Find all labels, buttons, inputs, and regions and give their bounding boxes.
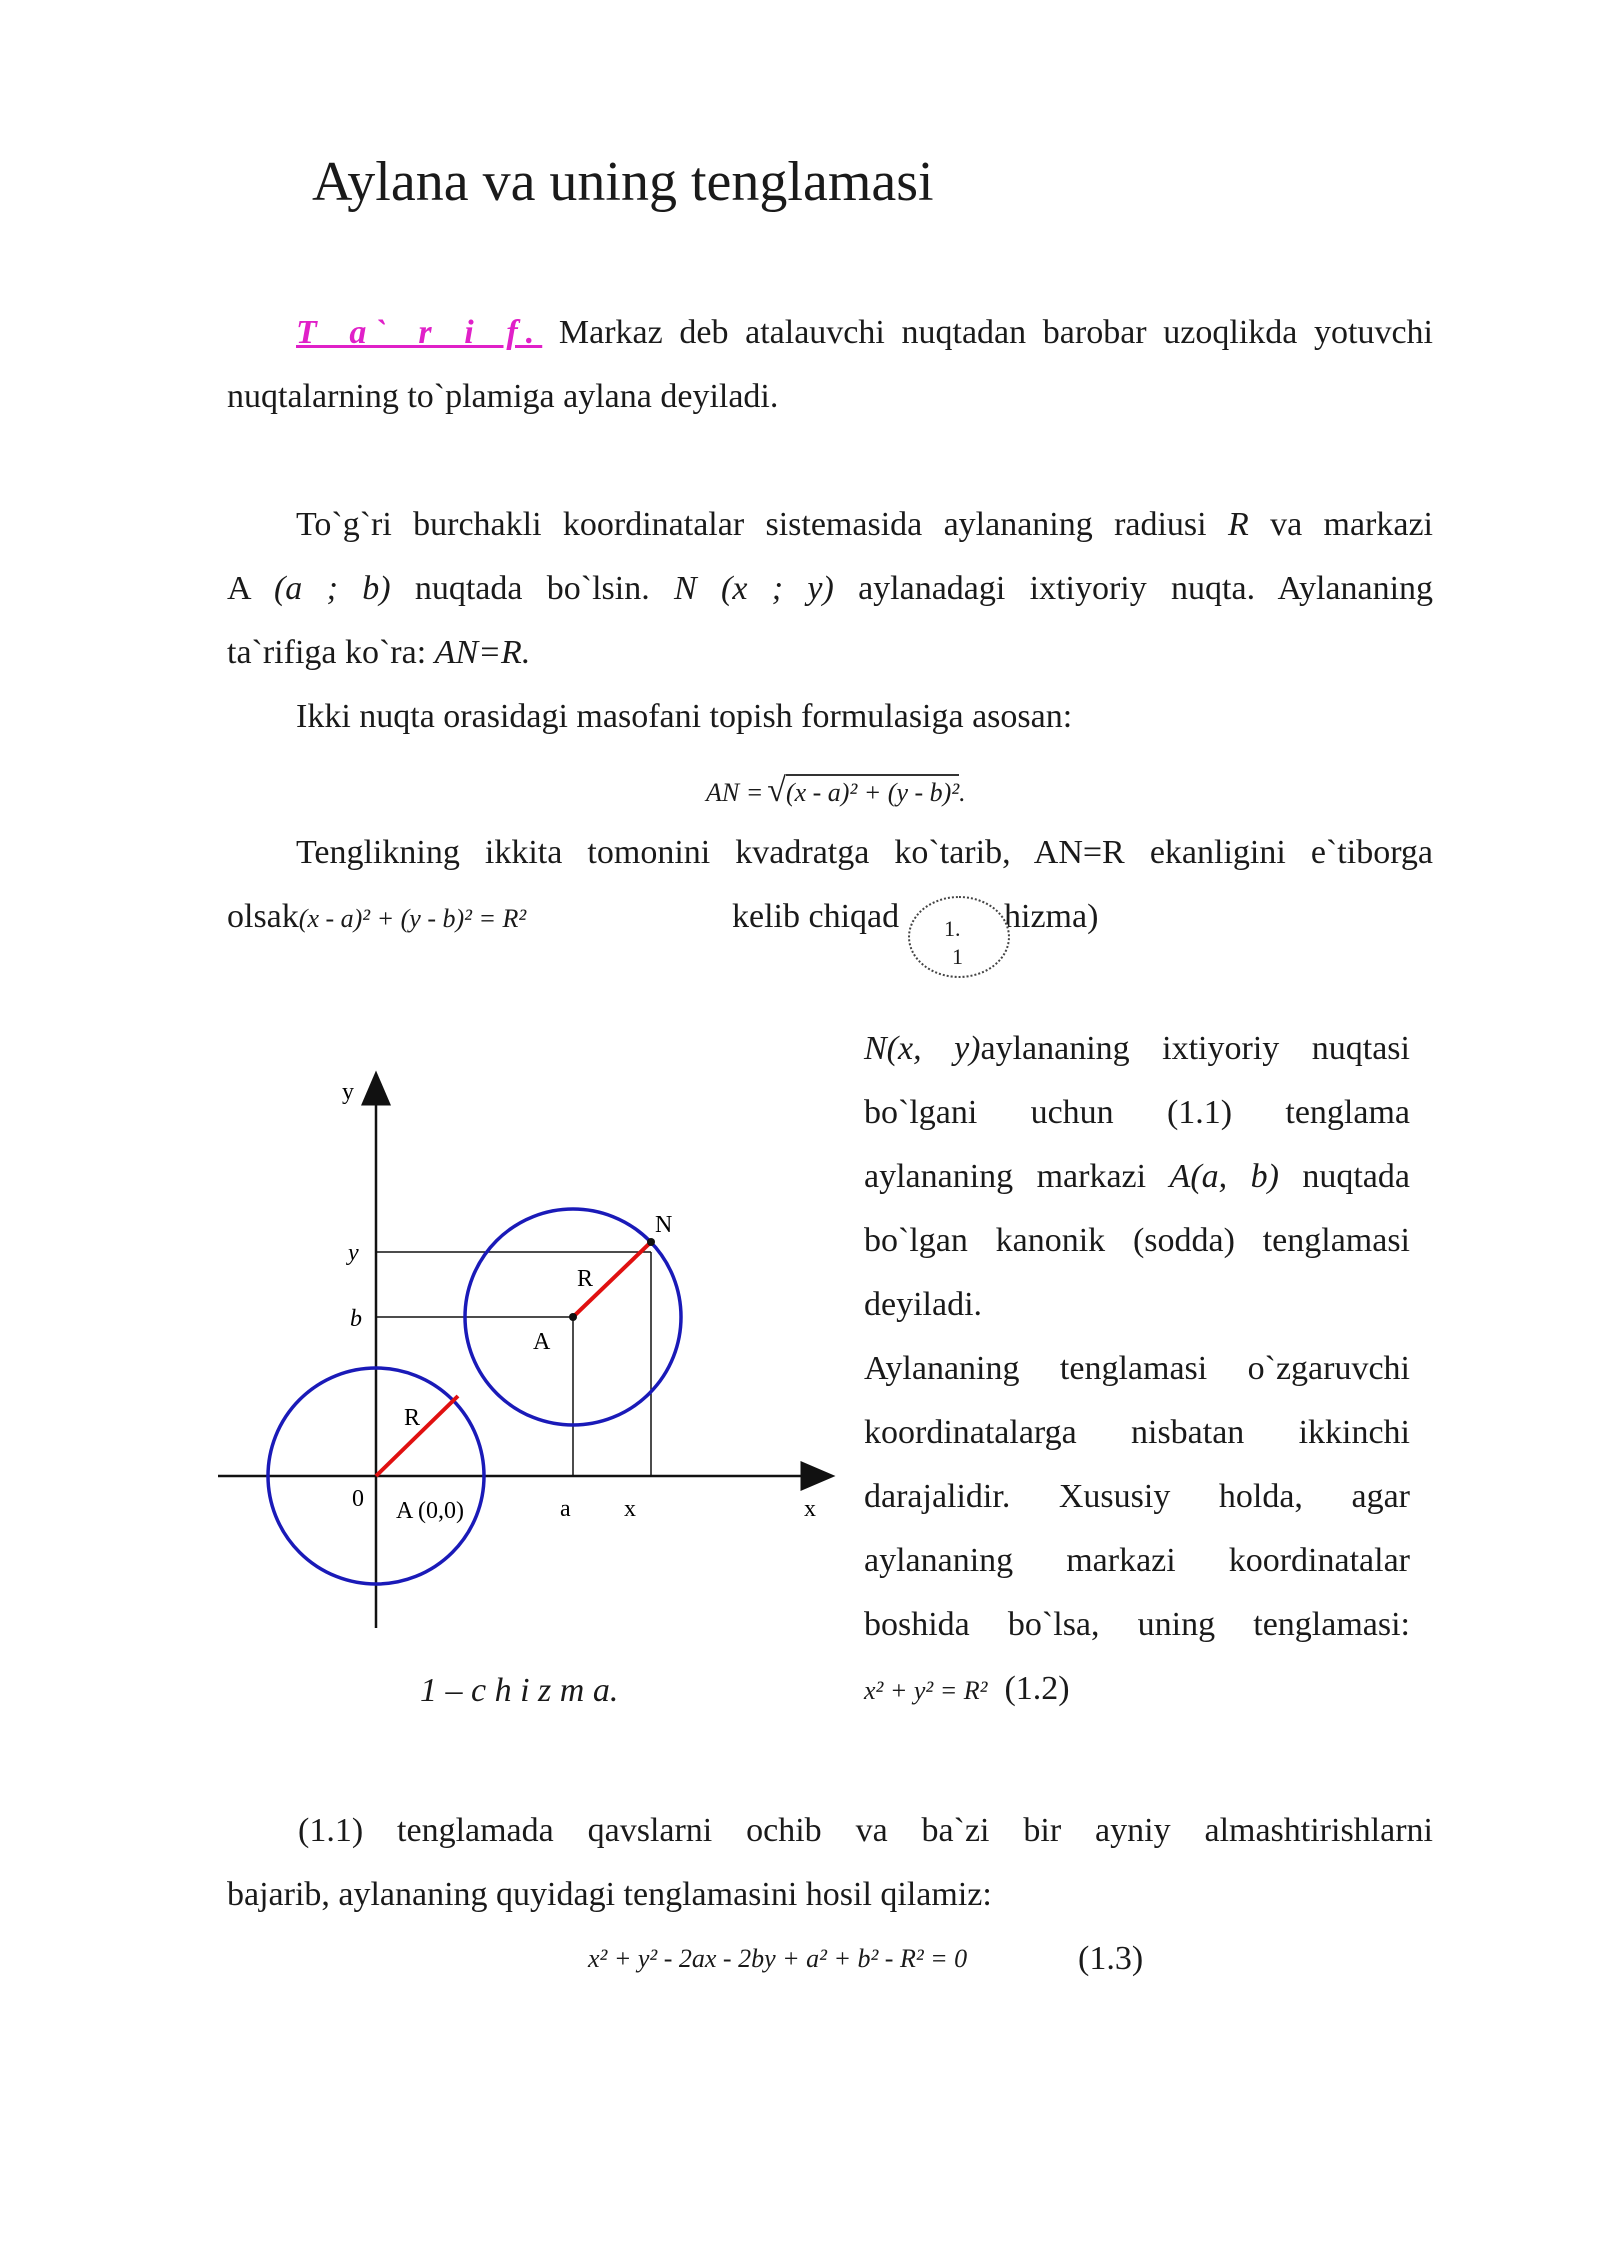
- paragraph-2-line-1: [296, 506, 1433, 544]
- page-title: Aylana va uning tenglamasi: [312, 151, 934, 213]
- label-b: b: [350, 1306, 362, 1332]
- paragraph-3: Ikki nuqta orasidagi masofani topish formulasiga asosan:: [296, 698, 1073, 735]
- equation-number-badge: [908, 896, 1010, 978]
- p2-point-N: N (x ; y): [674, 570, 834, 607]
- sqrt-sign: √: [767, 772, 786, 809]
- circle-figure: [200, 1060, 840, 1720]
- p4-kelib: kelib chiqad: [732, 898, 900, 935]
- rc-formula-circle-origin: x² + y² = R²: [864, 1676, 988, 1705]
- rc-text-1: aylananing ixtiyoriy nuqtasi: [980, 1030, 1410, 1067]
- p2-AN-R: AN=R.: [434, 634, 531, 671]
- rc-line-7: koordinatalarga nisbatan ikkinchi: [864, 1414, 1410, 1451]
- paragraph-2-line-2: [227, 570, 1433, 608]
- badge-line-2: 1: [952, 944, 963, 969]
- p2-radius: R: [1227, 506, 1249, 543]
- label-x: x: [624, 1496, 636, 1522]
- paragraph-5-line-1: (1.1) tenglamada qavslarni ochib va ba`zi bir ayniy almashtirishlarni: [298, 1812, 1433, 1849]
- rc-line-2: bo`lgani uchun (1.1) tenglama: [864, 1094, 1410, 1131]
- rc-line-11: [864, 1670, 1410, 1708]
- definition-text-1: Markaz deb atalauvchi nuqtadan barobar uzoqlikda yotuvchi: [558, 314, 1434, 351]
- paragraph-2-line-3: [227, 634, 1433, 672]
- rc-line-5: deyiladi.: [864, 1286, 983, 1323]
- rc-line-8: darajalidir. Xususiy holda, agar: [864, 1478, 1410, 1515]
- label-R-top: R: [577, 1266, 594, 1292]
- rc-line-4: bo`lgan kanonik (sodda) tenglamasi: [864, 1222, 1410, 1259]
- paragraph-4-line-2a: [227, 898, 526, 936]
- formula-general: [588, 1944, 967, 1974]
- badge-line-1: 1.: [944, 916, 961, 941]
- p2-text-d: aylanadagi ixtiyoriy nuqta. Aylananing: [833, 570, 1434, 607]
- rc-formula-A: A(a, b): [1169, 1158, 1279, 1195]
- paragraph-4-line-1: Tenglikning ikkita tomonini kvadratga ko`tarib, AN=R ekanligini e`tiborga: [296, 834, 1433, 871]
- formula-general-number: (1.3): [1078, 1940, 1144, 1977]
- rc-formula-N: N(x, y): [864, 1030, 981, 1067]
- paragraph-5-line-2: bajarib, aylananing quyidagi tenglamasini hosil qilamiz:: [227, 1876, 992, 1913]
- label-A: A: [533, 1329, 551, 1355]
- rc-line-6: Aylananing tenglamasi o`zgaruvchi: [864, 1350, 1410, 1387]
- center-point-A: [569, 1313, 577, 1321]
- origin-label: 0: [352, 1486, 364, 1512]
- axis-x-label: x: [804, 1496, 816, 1522]
- definition-text-2: nuqtalarning to`plamiga aylana deyiladi.: [227, 378, 779, 415]
- formula-distance-end: .: [959, 778, 966, 807]
- definition-line-1: [296, 314, 1433, 352]
- rc-text-3b: nuqtada: [1278, 1158, 1410, 1195]
- formula-distance-lhs: AN =: [706, 778, 764, 807]
- p2-text-c: nuqtada bo`lsin.: [390, 570, 675, 607]
- p2-center-coords: (a ; b): [273, 570, 391, 607]
- rc-eq-number: (1.2): [1004, 1670, 1070, 1707]
- rc-line-10: boshida bo`lsa, uning tenglamasi:: [864, 1606, 1410, 1643]
- p4-olsak: olsak: [227, 898, 299, 935]
- label-R-bottom: R: [404, 1405, 421, 1431]
- formula-general-expr: x² + y² - 2ax - 2by + a² + b² - R² = 0: [588, 1944, 968, 1973]
- p2-text-e: ta`rifiga ko`ra:: [227, 634, 435, 671]
- rc-line-9: aylananing markazi koordinatalar: [864, 1542, 1410, 1579]
- formula-distance-radicand: (x - a)² + (y - b)²: [786, 774, 959, 807]
- formula-squared: (x - a)² + (y - b)² = R²: [298, 904, 527, 933]
- p2-text-b: va markazi: [1248, 506, 1433, 543]
- p2-text-a: To`g`ri burchakli koordinatalar sistemasida aylananing radiusi: [296, 506, 1228, 543]
- rc-text-3a: aylananing markazi: [864, 1158, 1170, 1195]
- label-A00: A (0,0): [396, 1498, 464, 1524]
- label-N: N: [655, 1212, 673, 1238]
- point-N: [647, 1238, 655, 1246]
- axis-y-label: y: [342, 1079, 354, 1105]
- p2-A: A: [227, 570, 274, 607]
- definition-label: T a` r i f.: [296, 314, 543, 351]
- rc-line-1: [864, 1030, 1410, 1068]
- rc-line-3: [864, 1158, 1410, 1196]
- figure-caption: 1 – c h i z m a.: [420, 1672, 619, 1709]
- p4-hizma: hizma): [1004, 898, 1099, 935]
- formula-distance: [706, 772, 966, 810]
- label-y: y: [348, 1240, 359, 1266]
- label-a: a: [560, 1496, 571, 1522]
